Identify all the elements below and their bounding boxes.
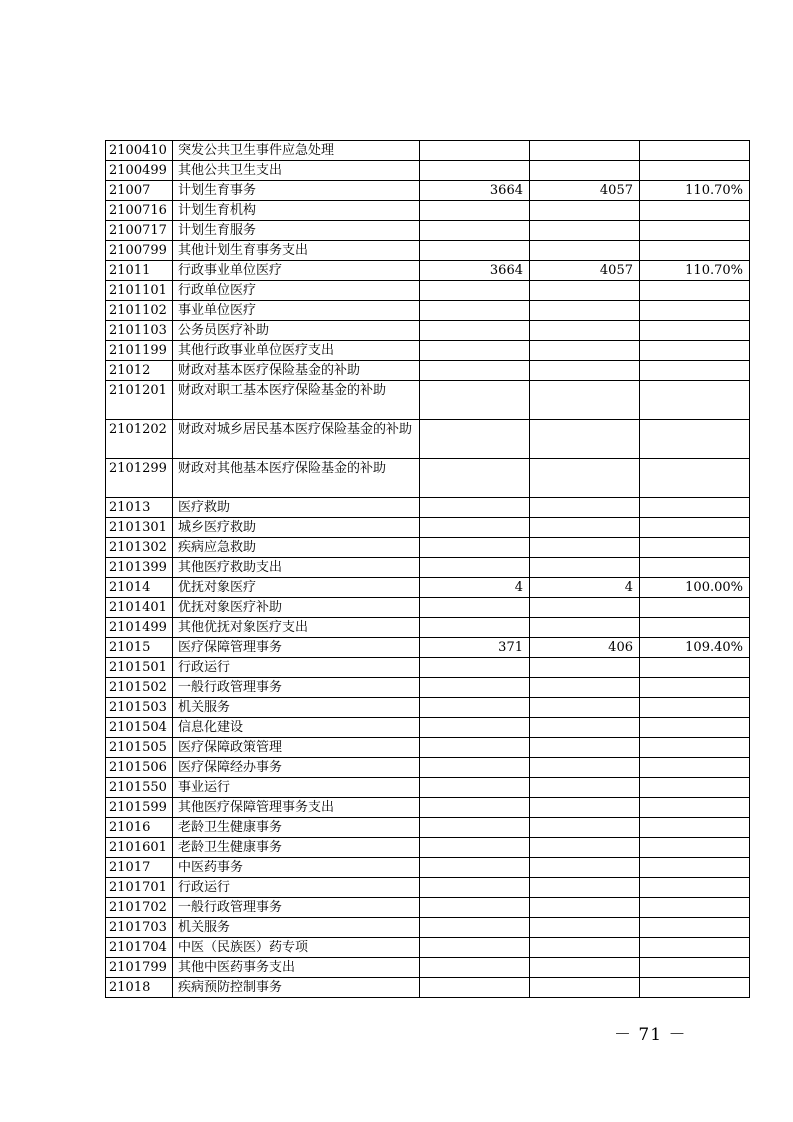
- row-code: 21013: [106, 498, 173, 518]
- row-percent: 109.40%: [640, 638, 750, 658]
- row-code: 2101302: [106, 538, 173, 558]
- budget-table: [105, 140, 750, 998]
- row-value-1: [420, 818, 530, 838]
- row-value-2: [530, 978, 640, 998]
- row-name: 机关服务: [173, 918, 420, 938]
- table-row: [106, 538, 750, 558]
- table-row: [106, 618, 750, 638]
- row-name: 中医（民族医）药专项: [173, 938, 420, 958]
- row-value-1: [420, 161, 530, 181]
- row-value-1: [420, 978, 530, 998]
- row-name: 其他优抚对象医疗支出: [173, 618, 420, 638]
- row-name: 财政对城乡居民基本医疗保险基金的补助: [173, 420, 420, 459]
- table-row: [106, 778, 750, 798]
- row-value-1: [420, 420, 530, 459]
- row-percent: [640, 618, 750, 638]
- row-value-1: [420, 341, 530, 361]
- row-name: 财政对职工基本医疗保险基金的补助: [173, 381, 420, 420]
- row-value-2: [530, 958, 640, 978]
- row-name: 事业运行: [173, 778, 420, 798]
- row-code: 2101501: [106, 658, 173, 678]
- row-value-1: [420, 738, 530, 758]
- row-value-2: [530, 301, 640, 321]
- row-name: 医疗保障经办事务: [173, 758, 420, 778]
- table-row: [106, 898, 750, 918]
- row-value-1: [420, 381, 530, 420]
- row-percent: [640, 778, 750, 798]
- row-percent: [640, 361, 750, 381]
- row-name: 财政对其他基本医疗保险基金的补助: [173, 459, 420, 498]
- table-row: [106, 201, 750, 221]
- row-value-2: [530, 321, 640, 341]
- row-value-2: [530, 878, 640, 898]
- row-code: 21011: [106, 261, 173, 281]
- table-row: [106, 638, 750, 658]
- row-value-1: [420, 459, 530, 498]
- table-row: [106, 738, 750, 758]
- row-code: 21018: [106, 978, 173, 998]
- row-percent: [640, 698, 750, 718]
- row-value-2: [530, 341, 640, 361]
- table-row: [106, 958, 750, 978]
- row-code: 2101704: [106, 938, 173, 958]
- table-row: [106, 978, 750, 998]
- row-name: 疾病预防控制事务: [173, 978, 420, 998]
- table-row: [106, 658, 750, 678]
- row-value-1: [420, 598, 530, 618]
- row-code: 2100410: [106, 141, 173, 161]
- row-value-2: [530, 898, 640, 918]
- row-value-1: 4: [420, 578, 530, 598]
- row-name: 中医药事务: [173, 858, 420, 878]
- row-code: 2101703: [106, 918, 173, 938]
- table-row: [106, 718, 750, 738]
- row-value-2: [530, 798, 640, 818]
- row-value-2: [530, 658, 640, 678]
- row-name: 突发公共卫生事件应急处理: [173, 141, 420, 161]
- row-code: 2100716: [106, 201, 173, 221]
- row-value-2: 4057: [530, 261, 640, 281]
- row-value-2: 4057: [530, 181, 640, 201]
- row-name: 城乡医疗救助: [173, 518, 420, 538]
- row-name: 信息化建设: [173, 718, 420, 738]
- row-percent: [640, 321, 750, 341]
- table-row: [106, 798, 750, 818]
- row-percent: [640, 738, 750, 758]
- row-value-1: 371: [420, 638, 530, 658]
- row-name: 其他医疗保障管理事务支出: [173, 798, 420, 818]
- table-row: [106, 420, 750, 459]
- table-row: [106, 261, 750, 281]
- row-percent: [640, 938, 750, 958]
- row-value-2: [530, 201, 640, 221]
- row-code: 2101103: [106, 321, 173, 341]
- row-value-1: [420, 658, 530, 678]
- row-name: 医疗救助: [173, 498, 420, 518]
- row-value-1: [420, 718, 530, 738]
- row-value-1: [420, 938, 530, 958]
- row-value-2: [530, 758, 640, 778]
- row-percent: [640, 658, 750, 678]
- row-percent: [640, 141, 750, 161]
- row-name: 其他行政事业单位医疗支出: [173, 341, 420, 361]
- row-name: 行政事业单位医疗: [173, 261, 420, 281]
- row-percent: [640, 858, 750, 878]
- row-value-2: [530, 241, 640, 261]
- row-value-1: [420, 858, 530, 878]
- row-name: 计划生育事务: [173, 181, 420, 201]
- table-row: [106, 181, 750, 201]
- row-name: 优抚对象医疗补助: [173, 598, 420, 618]
- row-code: 2101499: [106, 618, 173, 638]
- row-name: 其他中医药事务支出: [173, 958, 420, 978]
- row-name: 计划生育机构: [173, 201, 420, 221]
- row-name: 疾病应急救助: [173, 538, 420, 558]
- row-code: 2100799: [106, 241, 173, 261]
- row-code: 2101599: [106, 798, 173, 818]
- row-percent: [640, 798, 750, 818]
- row-name: 其他计划生育事务支出: [173, 241, 420, 261]
- row-percent: [640, 878, 750, 898]
- row-percent: [640, 598, 750, 618]
- row-code: 21017: [106, 858, 173, 878]
- row-code: 2101401: [106, 598, 173, 618]
- table-row: [106, 221, 750, 241]
- row-code: 2100717: [106, 221, 173, 241]
- row-code: 2101399: [106, 558, 173, 578]
- row-value-2: [530, 518, 640, 538]
- row-percent: [640, 161, 750, 181]
- row-percent: [640, 538, 750, 558]
- row-value-2: [530, 738, 640, 758]
- row-name: 其他医疗救助支出: [173, 558, 420, 578]
- table-body: [106, 141, 750, 998]
- row-value-2: [530, 459, 640, 498]
- row-code: 2101550: [106, 778, 173, 798]
- row-value-2: [530, 938, 640, 958]
- row-name: 医疗保障政策管理: [173, 738, 420, 758]
- row-value-1: [420, 281, 530, 301]
- table-row: [106, 241, 750, 261]
- row-name: 计划生育服务: [173, 221, 420, 241]
- row-percent: 110.70%: [640, 261, 750, 281]
- row-value-2: [530, 361, 640, 381]
- table-row: [106, 459, 750, 498]
- row-name: 其他公共卫生支出: [173, 161, 420, 181]
- row-code: 2101202: [106, 420, 173, 459]
- row-name: 一般行政管理事务: [173, 898, 420, 918]
- table-row: [106, 698, 750, 718]
- row-code: 2101505: [106, 738, 173, 758]
- row-percent: [640, 241, 750, 261]
- row-code: 2101702: [106, 898, 173, 918]
- row-value-1: [420, 758, 530, 778]
- row-name: 行政单位医疗: [173, 281, 420, 301]
- row-code: 2101201: [106, 381, 173, 420]
- row-value-2: [530, 678, 640, 698]
- row-code: 21012: [106, 361, 173, 381]
- row-percent: [640, 978, 750, 998]
- row-value-2: 4: [530, 578, 640, 598]
- row-value-1: 3664: [420, 181, 530, 201]
- table-row: [106, 321, 750, 341]
- row-value-1: [420, 618, 530, 638]
- row-value-1: [420, 918, 530, 938]
- row-code: 2101504: [106, 718, 173, 738]
- row-code: 21016: [106, 818, 173, 838]
- row-code: 2101101: [106, 281, 173, 301]
- row-percent: [640, 459, 750, 498]
- row-code: 21007: [106, 181, 173, 201]
- row-code: 2101199: [106, 341, 173, 361]
- row-name: 行政运行: [173, 658, 420, 678]
- row-value-1: [420, 361, 530, 381]
- row-value-1: [420, 301, 530, 321]
- row-percent: [640, 498, 750, 518]
- row-code: 2101102: [106, 301, 173, 321]
- row-value-1: [420, 558, 530, 578]
- row-value-2: [530, 598, 640, 618]
- row-code: 2101701: [106, 878, 173, 898]
- table-row: [106, 361, 750, 381]
- row-name: 医疗保障管理事务: [173, 638, 420, 658]
- row-value-2: [530, 918, 640, 938]
- row-name: 一般行政管理事务: [173, 678, 420, 698]
- table-row: [106, 578, 750, 598]
- row-name: 老龄卫生健康事务: [173, 818, 420, 838]
- row-code: 2100499: [106, 161, 173, 181]
- row-value-2: [530, 141, 640, 161]
- row-code: 2101601: [106, 838, 173, 858]
- row-value-2: [530, 381, 640, 420]
- row-code: 2101506: [106, 758, 173, 778]
- row-percent: [640, 381, 750, 420]
- row-percent: 110.70%: [640, 181, 750, 201]
- row-value-2: [530, 538, 640, 558]
- row-percent: [640, 678, 750, 698]
- row-percent: [640, 518, 750, 538]
- row-value-2: [530, 498, 640, 518]
- row-code: 2101299: [106, 459, 173, 498]
- row-value-2: [530, 281, 640, 301]
- table-row: [106, 341, 750, 361]
- row-percent: [640, 281, 750, 301]
- table-row: [106, 281, 750, 301]
- table-row: [106, 161, 750, 181]
- row-value-1: 3664: [420, 261, 530, 281]
- row-percent: [640, 558, 750, 578]
- row-code: 21014: [106, 578, 173, 598]
- row-percent: [640, 838, 750, 858]
- row-value-1: [420, 141, 530, 161]
- row-percent: [640, 341, 750, 361]
- row-value-1: [420, 798, 530, 818]
- table-row: [106, 758, 750, 778]
- row-value-1: [420, 878, 530, 898]
- row-percent: [640, 898, 750, 918]
- row-percent: [640, 758, 750, 778]
- row-value-1: [420, 498, 530, 518]
- row-value-2: [530, 718, 640, 738]
- row-code: 2101799: [106, 958, 173, 978]
- row-value-1: [420, 898, 530, 918]
- table-row: [106, 381, 750, 420]
- row-value-1: [420, 241, 530, 261]
- row-percent: [640, 201, 750, 221]
- row-percent: [640, 301, 750, 321]
- table-row: [106, 498, 750, 518]
- row-percent: [640, 718, 750, 738]
- table-row: [106, 598, 750, 618]
- table-row: [106, 678, 750, 698]
- table-row: [106, 918, 750, 938]
- row-value-2: [530, 558, 640, 578]
- table-row: [106, 838, 750, 858]
- row-value-1: [420, 958, 530, 978]
- row-value-1: [420, 321, 530, 341]
- row-name: 优抚对象医疗: [173, 578, 420, 598]
- row-value-1: [420, 678, 530, 698]
- row-value-1: [420, 518, 530, 538]
- row-percent: [640, 420, 750, 459]
- row-value-2: [530, 161, 640, 181]
- row-name: 机关服务: [173, 698, 420, 718]
- table-row: [106, 938, 750, 958]
- table-row: [106, 558, 750, 578]
- row-value-1: [420, 698, 530, 718]
- row-value-2: 406: [530, 638, 640, 658]
- table-row: [106, 818, 750, 838]
- row-percent: [640, 958, 750, 978]
- table-row: [106, 141, 750, 161]
- row-value-2: [530, 698, 640, 718]
- page-number: － 71 －: [614, 1025, 687, 1045]
- row-code: 2101502: [106, 678, 173, 698]
- row-code: 2101301: [106, 518, 173, 538]
- row-name: 公务员医疗补助: [173, 321, 420, 341]
- table-row: [106, 518, 750, 538]
- row-value-1: [420, 838, 530, 858]
- row-value-2: [530, 618, 640, 638]
- row-value-2: [530, 221, 640, 241]
- table-row: [106, 878, 750, 898]
- row-name: 事业单位医疗: [173, 301, 420, 321]
- row-value-2: [530, 818, 640, 838]
- row-value-2: [530, 838, 640, 858]
- row-code: 21015: [106, 638, 173, 658]
- row-percent: [640, 918, 750, 938]
- row-percent: [640, 818, 750, 838]
- row-value-2: [530, 858, 640, 878]
- row-value-1: [420, 778, 530, 798]
- row-value-2: [530, 420, 640, 459]
- row-value-2: [530, 778, 640, 798]
- table-row: [106, 858, 750, 878]
- row-percent: [640, 221, 750, 241]
- row-code: 2101503: [106, 698, 173, 718]
- table-row: [106, 301, 750, 321]
- row-name: 财政对基本医疗保险基金的补助: [173, 361, 420, 381]
- row-name: 行政运行: [173, 878, 420, 898]
- row-value-1: [420, 221, 530, 241]
- row-name: 老龄卫生健康事务: [173, 838, 420, 858]
- row-percent: 100.00%: [640, 578, 750, 598]
- row-value-1: [420, 201, 530, 221]
- row-value-1: [420, 538, 530, 558]
